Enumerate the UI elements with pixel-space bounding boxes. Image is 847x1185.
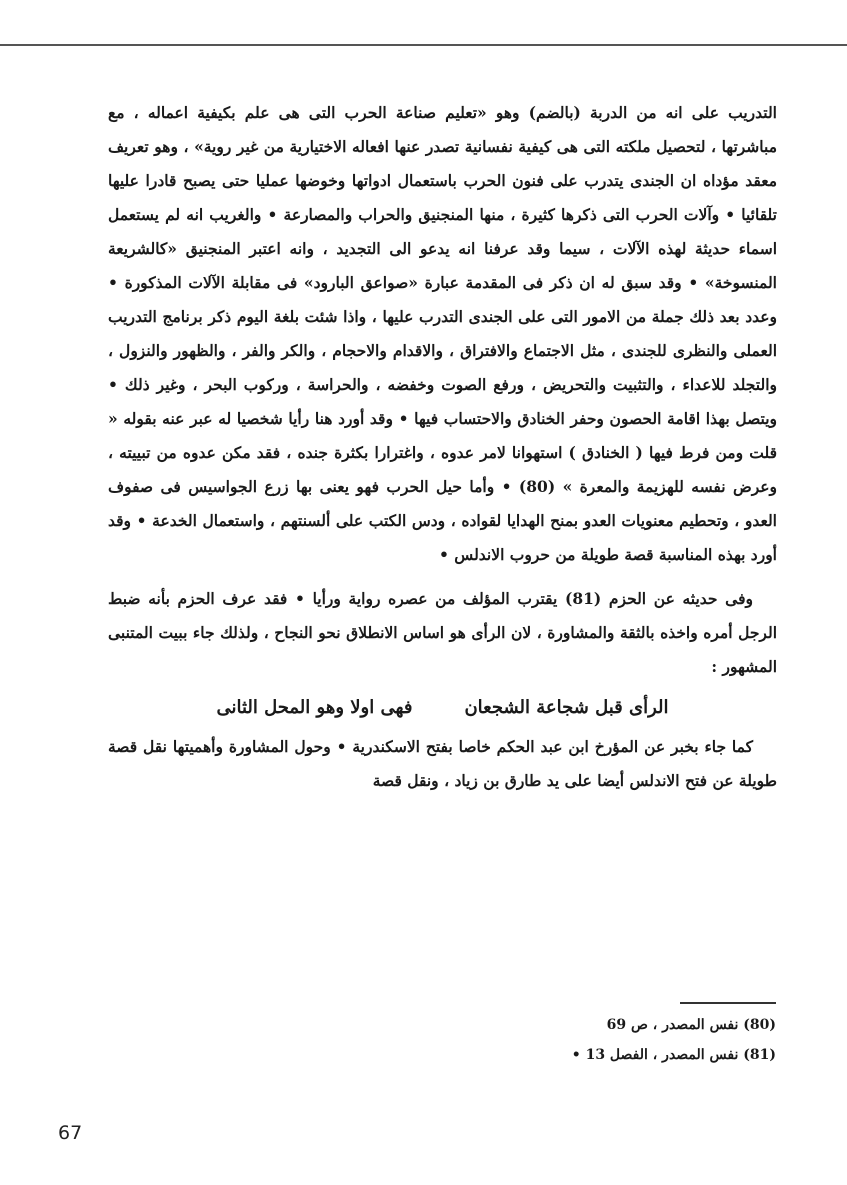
paragraph-consultation: كما جاء بخبر عن المؤرخ ابن عبد الحكم خاصا بفتح الاسكندرية • وحول المشاورة وأهميتها نقل قصة طويلة عن فتح الاندلس أيضا على يد طارق بن زياد ، ونقل قصة (108, 737, 777, 790)
main-text (108, 96, 777, 798)
paragraph-prudence: وفى حديثه عن الحزم (81) يقترب المؤلف من عصره رواية ورأيا • فقد عرف الحزم بأنه ضبط الرجل أمره واخذه بالثقة والمشاورة ، لان الرأى هو اساس الانطلاق نحو النجاح ، ولذلك جاء ببيت المتنبى المشهور : (108, 589, 777, 676)
footnotes (470, 1010, 776, 1070)
verse-first-hemistich: الرأى قبل شجاعة الشجعان (464, 697, 669, 718)
paragraph-training: التدريب على انه من الدربة (بالضم) وهو «تعليم صناعة الحرب التى هى علم بكيفية اعماله ، مع مباشرتها ، لتحصيل ملكته التى هى كيفية نفسانية تصدر عنها افعاله الاختيارية من غير روية» ، وهو تعريف معقد مؤداه ان الجندى يتدرب على فنون الحرب باستعمال ادواتها وخوضها عمليا حتى يصبح قادرا عليها تلقائيا • وآلات الحرب التى ذكرها كثيرة ، منها المنجنيق والحراب والمصارعة • والغريب انه لم يستعمل اسماء حديثة لهذه الآلات ، سيما وقد عرفنا انه يدعو الى التجديد ، وانه اعتبر المنجنيق «كالشريعة المنسوخة» • وقد سبق له ان ذكر فى المقدمة عبارة «صواعق البارود» فى مقابلة الآلات المذكورة • وعدد بعد ذلك جملة من الامور التى على الجندى التدرب عليها ، واذا شئت بلغة اليوم ذكر برنامج التدريب العملى والنظرى للجندى ، مثل الاجتماع والافتراق ، والاقدام والاحجام ، والكر والفر ، والظهور والنزول ، والتجلد للاعداء ، والتثبيت والتحريض ، ورفع الصوت وخفضه ، والحراسة ، وركوب البحر ، وغير ذلك • ويتصل بهذا اقامة الحصون وحفر الخنادق والاحتساب فيها • وقد أورد هنا رأيا شخصيا له عبر عنه بقوله « قلت ومن فرط فيها ( الخنادق ) استهوانا لامر عدوه ، واغترارا بكثرة جنده ، فقد مكن عدوه من تبييته ، وعرض نفسه للهزيمة والمعرة » (80) • وأما حيل الحرب فهو يعنى بها زرع الجواسيس فى صفوف العدو ، وتحطيم معنويات العدو بمنح الهدايا لقواده ، ودس الكتب على ألسنتهم ، واستعمال الخدعة • وقد أورد بهذه المناسبة قصة طويلة من حروب الاندلس • (108, 103, 777, 564)
footnote-80: (80) نفس المصدر ، ص 69 (606, 1017, 776, 1033)
footnote-81: (81) نفس المصدر ، الفصل 13 • (571, 1047, 776, 1063)
footnote-rule (680, 1002, 776, 1004)
header-rule (0, 44, 847, 46)
poetry-verse (108, 688, 777, 728)
paragraph-gap (108, 572, 777, 582)
verse-second-hemistich: فهى اولا وهو المحل الثانى (216, 697, 413, 718)
page-number: 67 (58, 1122, 83, 1144)
